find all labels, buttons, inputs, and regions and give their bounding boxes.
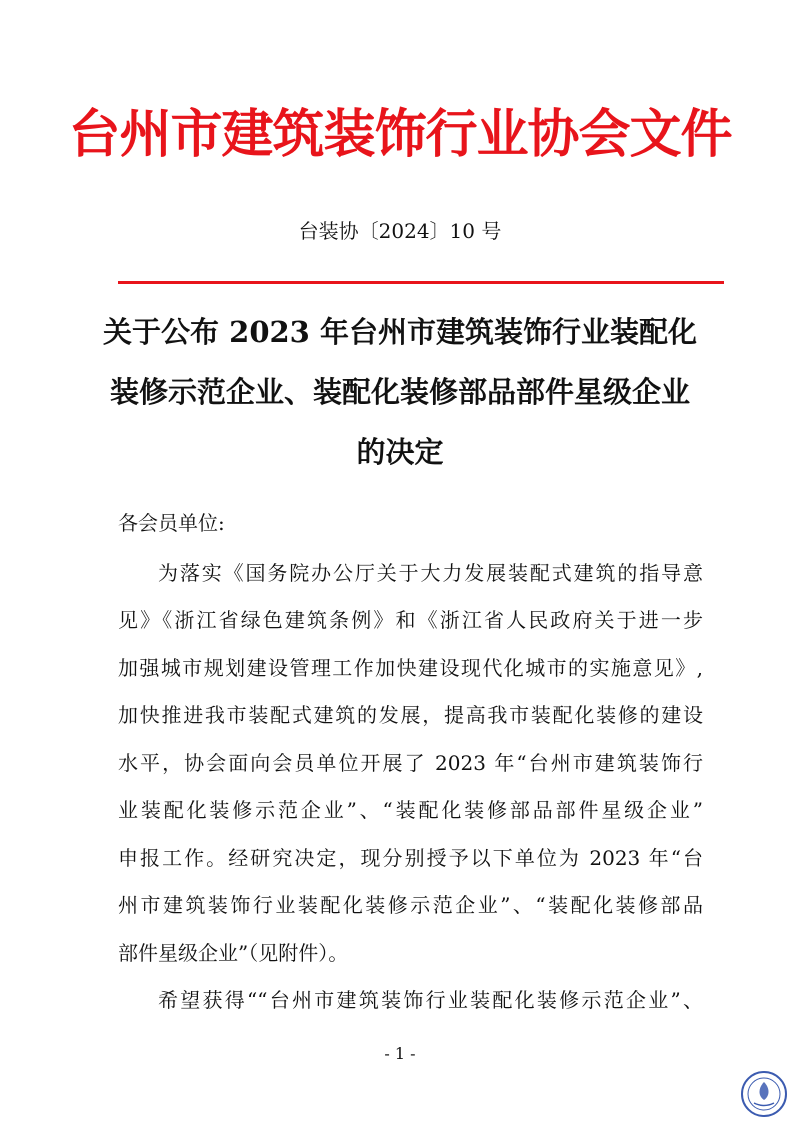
document-number: 台装协〔2024〕10 号 [298,219,502,243]
paragraph-line: 希望获得““台州市建筑装饰行业装配化装修示范企业”、 [158,988,703,1012]
association-seal-icon [740,1070,788,1118]
paragraph-line: 加快推进我市装配式建筑的发展，提高我市装配化装修的建设 [118,703,703,727]
header-red-rule [118,281,724,284]
paragraph-line: 为落实《国务院办公厅关于大力发展装配式建筑的指导意 [158,560,703,585]
document-title [90,302,710,482]
paragraph-line: 水平，协会面向会员单位开展了 2023 年“台州市建筑装饰行 [118,750,703,775]
paragraph-2 [118,977,703,1025]
document-header-title: 台州市建筑装饰行业协会文件 [68,104,732,165]
paragraph-line: 申报工作。经研究决定，现分别授予以下单位为 2023 年“台 [118,845,703,870]
paragraph-line: 见》《浙江省绿色建筑条例》和《浙江省人民政府关于进一步 [118,608,703,632]
paragraph-1 [118,550,703,978]
paragraph-line: 州市建筑装饰行业装配化装修示范企业”、“装配化装修部品 [118,893,703,917]
paragraph-line: 业装配化装修示范企业”、“装配化装修部品部件星级企业” [118,798,703,822]
paragraph-line: 加强城市规划建设管理工作加快建设现代化城市的实施意见》, [118,655,703,680]
title-line: 的决定 [356,435,444,469]
paragraph-line: 部件星级企业”（见附件）。 [118,940,349,965]
page-number: - 1 - [384,1044,416,1063]
title-line: 关于公布 2023 年台州市建筑装饰行业装配化 [103,315,697,349]
salutation: 各会员单位: [118,511,225,535]
title-line: 装修示范企业、装配化装修部品部件星级企业 [109,375,690,409]
document-body [118,500,703,1025]
